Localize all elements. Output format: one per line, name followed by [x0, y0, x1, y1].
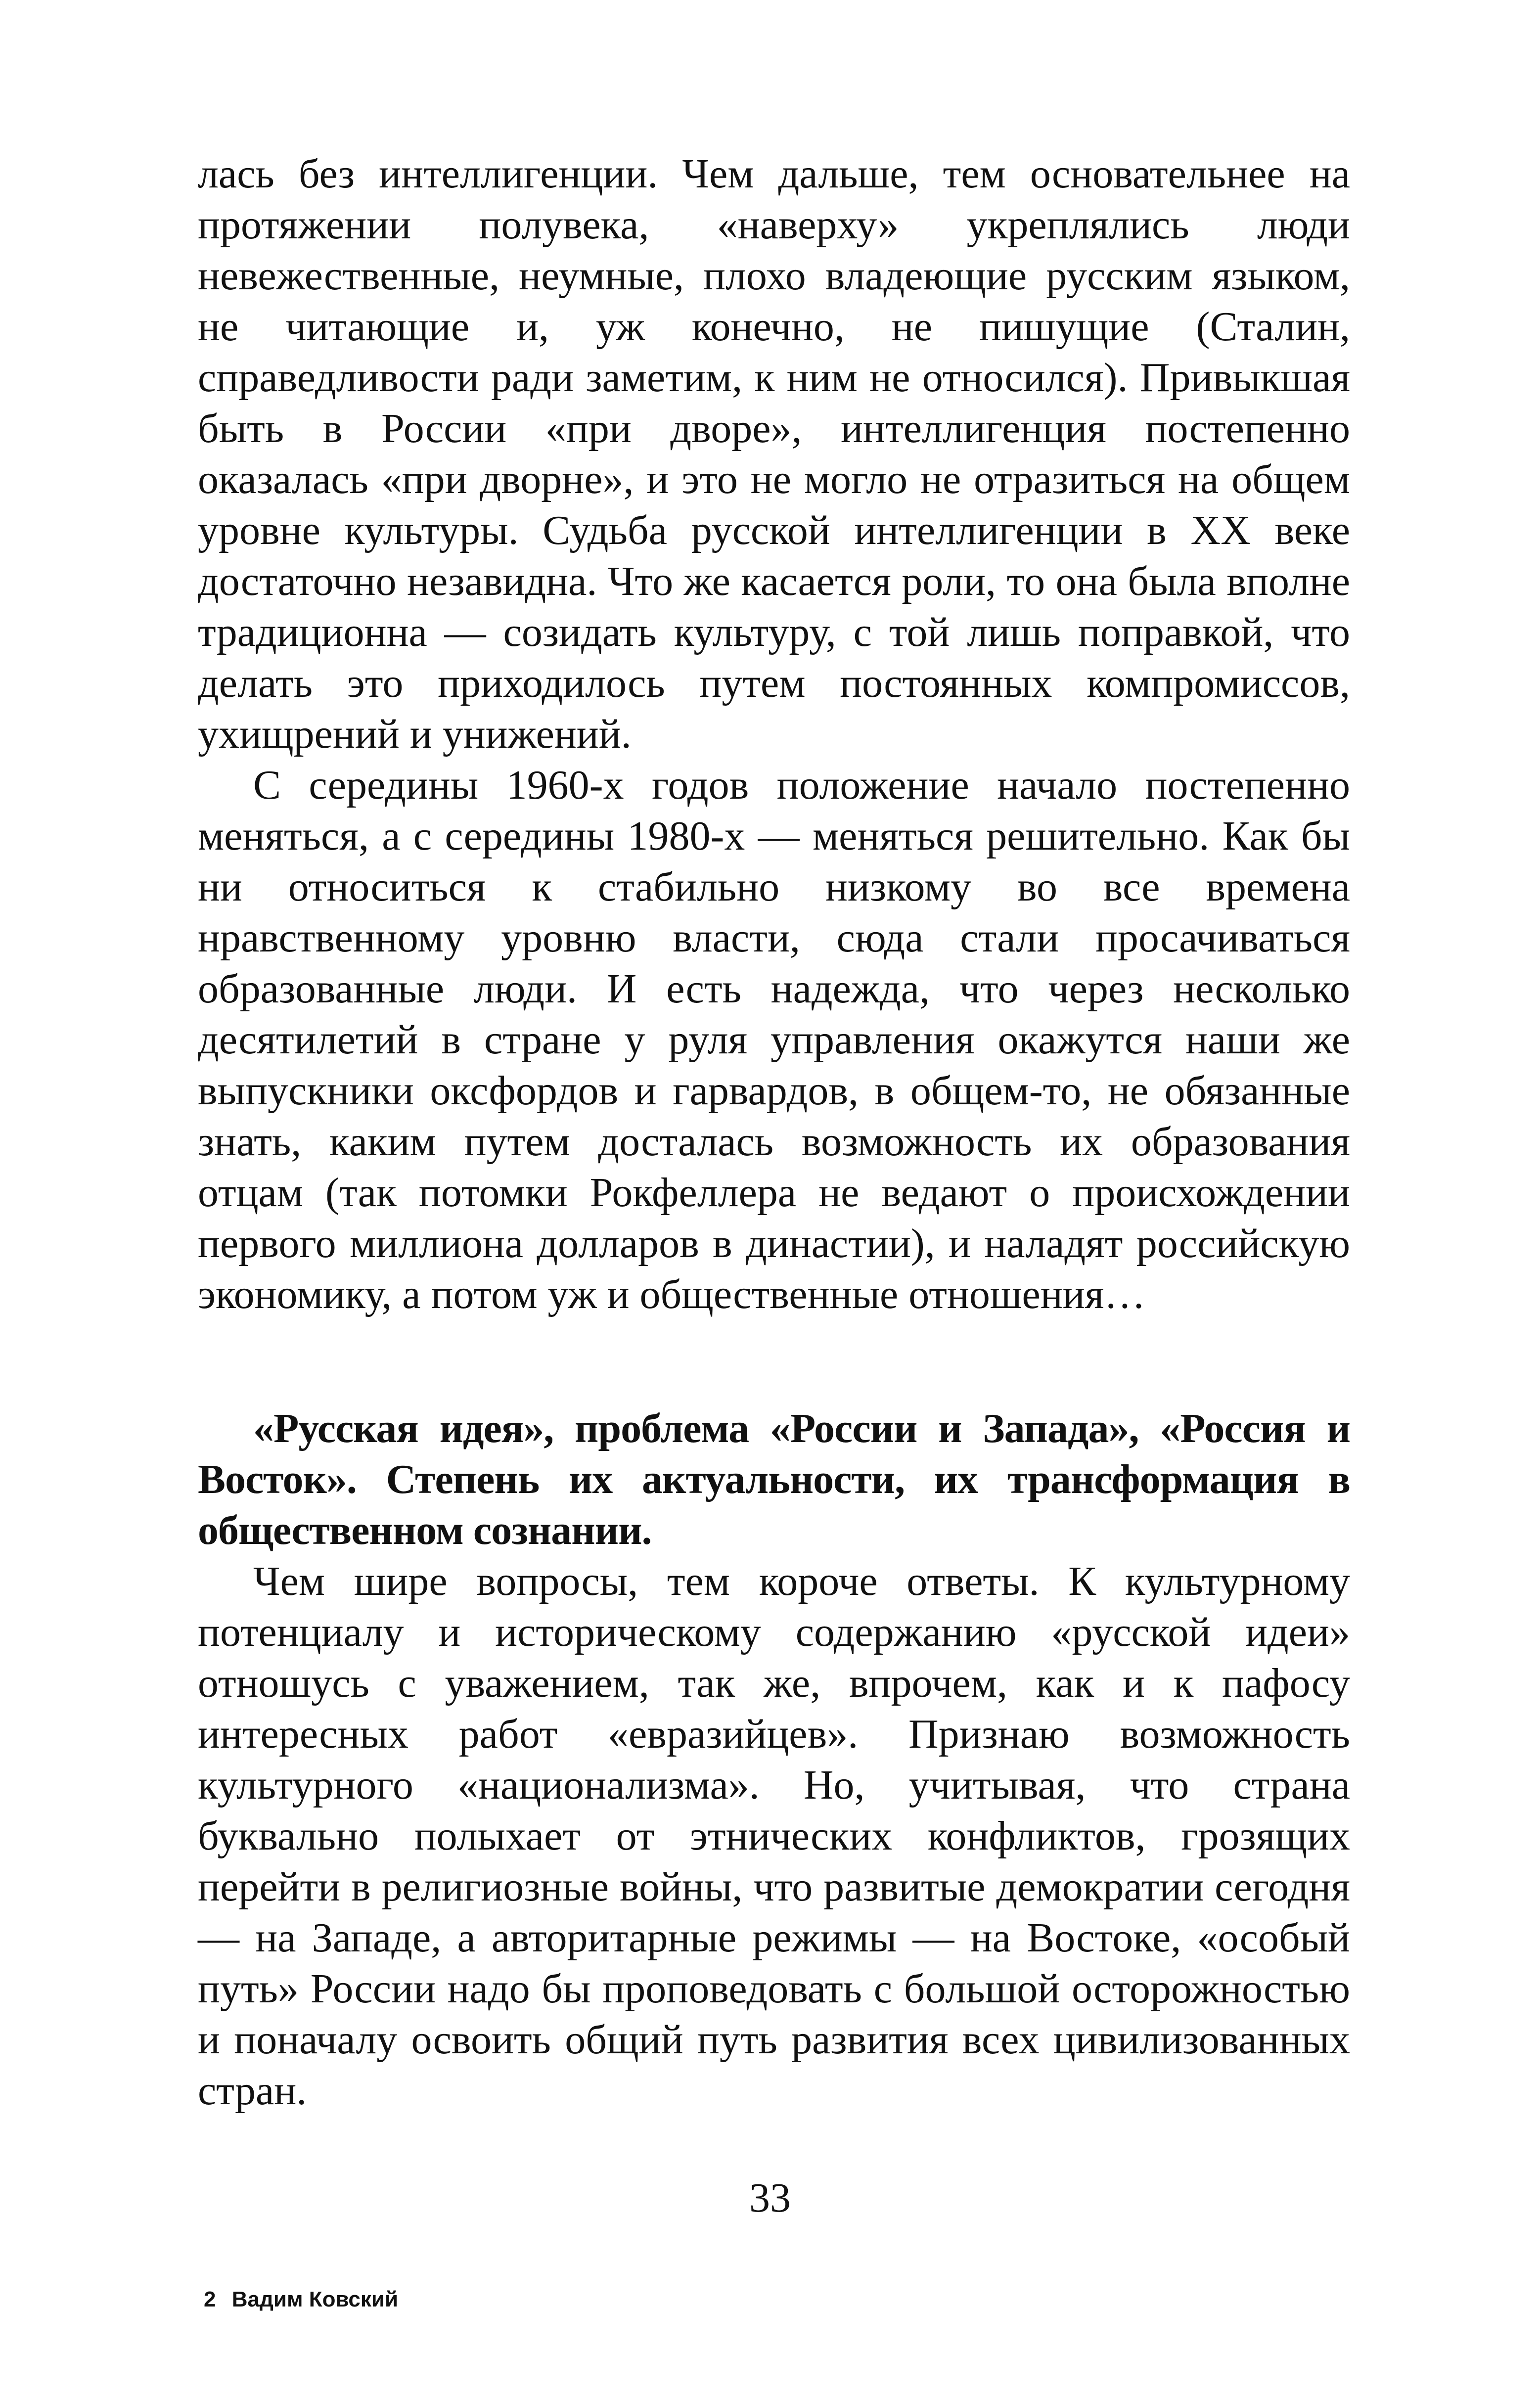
page-body: [198, 148, 1350, 2116]
paragraph-answer: Чем шире вопросы, тем короче ответы. К культурному потенциалу и историческому содержанию «русской идеи» отношусь с уважением, так же, впрочем, как и к пафосу интересных работ «евразийцев». Признаю возможность культурного «национализма». Но, учитывая, что страна буквально полыхает от этнических конфликтов, грозящих перейти в религиозные войны, что развитые демократии сегодня — на Западе, а авторитарные режимы — на Востоке, «особый путь» России надо бы проповедовать с большой осторожностью и поначалу освоить общий путь развития всех цивилизованных стран.: [198, 1558, 1350, 2114]
signature-number: 2: [204, 2287, 216, 2311]
signature-author: Вадим Ковский: [231, 2287, 398, 2311]
section-heading: «Русская идея», проблема «России и Запада», «Россия и Восток». Степень их актуальности, их трансформация в общественном сознании.: [198, 1405, 1350, 1553]
page-number: 33: [749, 2175, 791, 2221]
printer-signature: [204, 2285, 398, 2314]
paragraph-changes: С середины 1960-х годов положение начало постепенно меняться, а с середины 1980-х — меняться решительно. Как бы ни относиться к стабильно низкому во все времена нравственному уровню власти, сюда стали просачиваться образованные люди. И есть надежда, что через несколько десятилетий в стране у руля управления окажутся наши же выпускники оксфордов и гарвардов, в общем-то, не обязанные знать, каким путем досталась возможность их образования отцам (так потомки Рокфеллера не ведают о происхождении первого миллиона долларов в династии), и наладят российскую экономику, а потом уж и общественные отношения…: [198, 762, 1350, 1317]
paragraph-intelligentsia: лась без интеллигенции. Чем дальше, тем основательнее на протяжении полувека, «наверху» укреплялись люди невежественные, неумные, плохо владеющие русским языком, не читающие и, уж конечно, не пишущие (Сталин, справедливости ради заметим, к ним не относился). Привыкшая быть в России «при дворе», интеллигенция постепенно оказалась «при дворне», и это не могло не отразиться на общем уровне культуры. Судьба русской интеллигенции в XX веке достаточно незавидна. Что же касается роли, то она была вполне традиционна — созидать культуру, с той лишь поправкой, что делать это приходилось путем постоянных компромиссов, ухищрений и унижений.: [198, 151, 1350, 757]
